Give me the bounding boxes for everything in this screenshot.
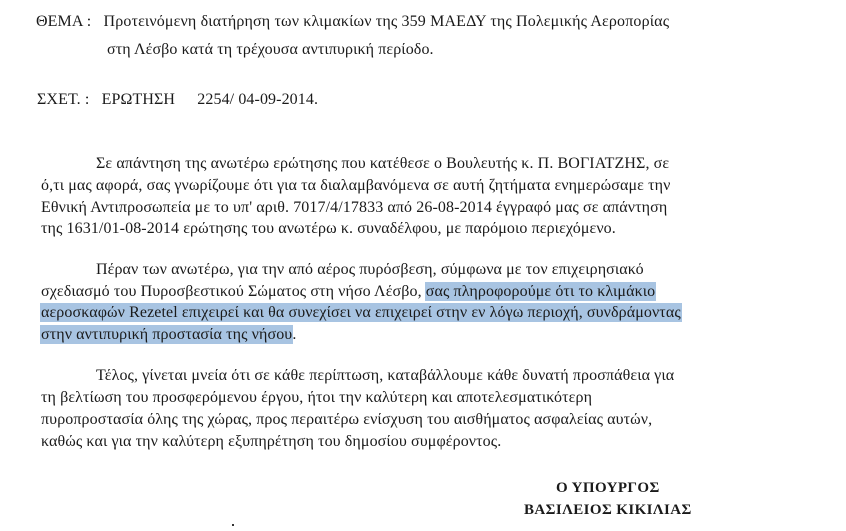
paragraph-2-line-2 bbox=[41, 282, 655, 302]
highlighted-text: αεροσκαφών Rezetel επιχειρεί και θα συνεχίσει να επιχειρεί στην εν λόγω περιοχή, συνδράμοντας bbox=[41, 304, 681, 321]
subject-text-1: Προτεινόμενη διατήρηση των κλιμακίων της 359 ΜΑΕΔΥ της Πολεμικής Αεροπορίας bbox=[103, 13, 670, 30]
subject-text-2: στη Λέσβο κατά τη τρέχουσα αντιπυρική περίοδο. bbox=[107, 41, 434, 58]
highlighted-text: στην αντιπυρική προστασία της νήσου bbox=[41, 326, 293, 343]
reference-number: 2254/ 04-09-2014. bbox=[197, 91, 319, 108]
signature-title: Ο ΥΠΟΥΡΓΟΣ bbox=[556, 480, 660, 496]
reference-line bbox=[37, 90, 318, 110]
reference-label: ΣΧΕΤ. : bbox=[37, 91, 90, 108]
paragraph-1-line-3: Εθνική Αντιπροσωπεία με το υπ' αριθ. 7017/4/17833 από 26-08-2014 έγγραφό μας σε απάντηση bbox=[41, 199, 668, 216]
paragraph-3-line-3: πυροπροστασία όλης της χώρας, προς περαιτέρω ενίσχυση του αισθήματος ασφαλείας αυτών, bbox=[41, 411, 653, 428]
reference-type: ΕΡΩΤΗΣΗ bbox=[101, 91, 176, 108]
subject-line-1 bbox=[36, 12, 669, 32]
paragraph-2-period: . bbox=[292, 326, 297, 343]
paragraph-2-line-1: Πέραν των ανωτέρω, για την από αέρος πυρόσβεση, σύμφωνα με τον επιχειρησιακό bbox=[96, 261, 644, 278]
scan-speck bbox=[232, 524, 234, 526]
paragraph-1-line-1: Σε απάντηση της ανωτέρω ερώτησης που κατέθεσε ο Βουλευτής κ. Π. ΒΟΓΙΑΤΖΗΣ, σε bbox=[96, 155, 670, 172]
paragraph-1-line-2: ό,τι μας αφορά, σας γνωρίζουμε ότι για τα διαλαμβανόμενα σε αυτή ζητήματα ενημερώσαμε την bbox=[41, 177, 671, 194]
paragraph-3-line-2: τη βελτίωση του προσφερόμενου έργου, ήτοι την καλύτερη και αποτελεσματικότερη bbox=[41, 389, 593, 406]
highlighted-text: σας πληροφορούμε ότι το κλιμάκιο bbox=[425, 283, 656, 300]
paragraph-2-line-3 bbox=[41, 303, 681, 323]
signature-name: ΒΑΣΙΛΕΙΟΣ ΚΙΚΙΛΙΑΣ bbox=[524, 502, 692, 518]
paragraph-3-line-1: Τέλος, γίνεται μνεία ότι σε κάθε περίπτωση, καταβάλλουμε κάθε δυνατή προσπάθεια για bbox=[96, 367, 675, 384]
paragraph-2-line-4 bbox=[41, 325, 296, 345]
subject-label: ΘΕΜΑ : bbox=[36, 13, 92, 30]
paragraph-2-line-2-plain: σχεδιασμό του Πυροσβεστικού Σώματος στη νήσο Λέσβο, bbox=[41, 283, 422, 300]
paragraph-1-line-4: της 1631/01-08-2014 ερώτησης του ανωτέρω κ. συναδέλφου, με παρόμοιο περιεχόμενο. bbox=[41, 220, 616, 237]
paragraph-3-line-4: καθώς και για την καλύτερη εξυπηρέτηση του δημοσίου συμφέροντος. bbox=[41, 433, 502, 450]
